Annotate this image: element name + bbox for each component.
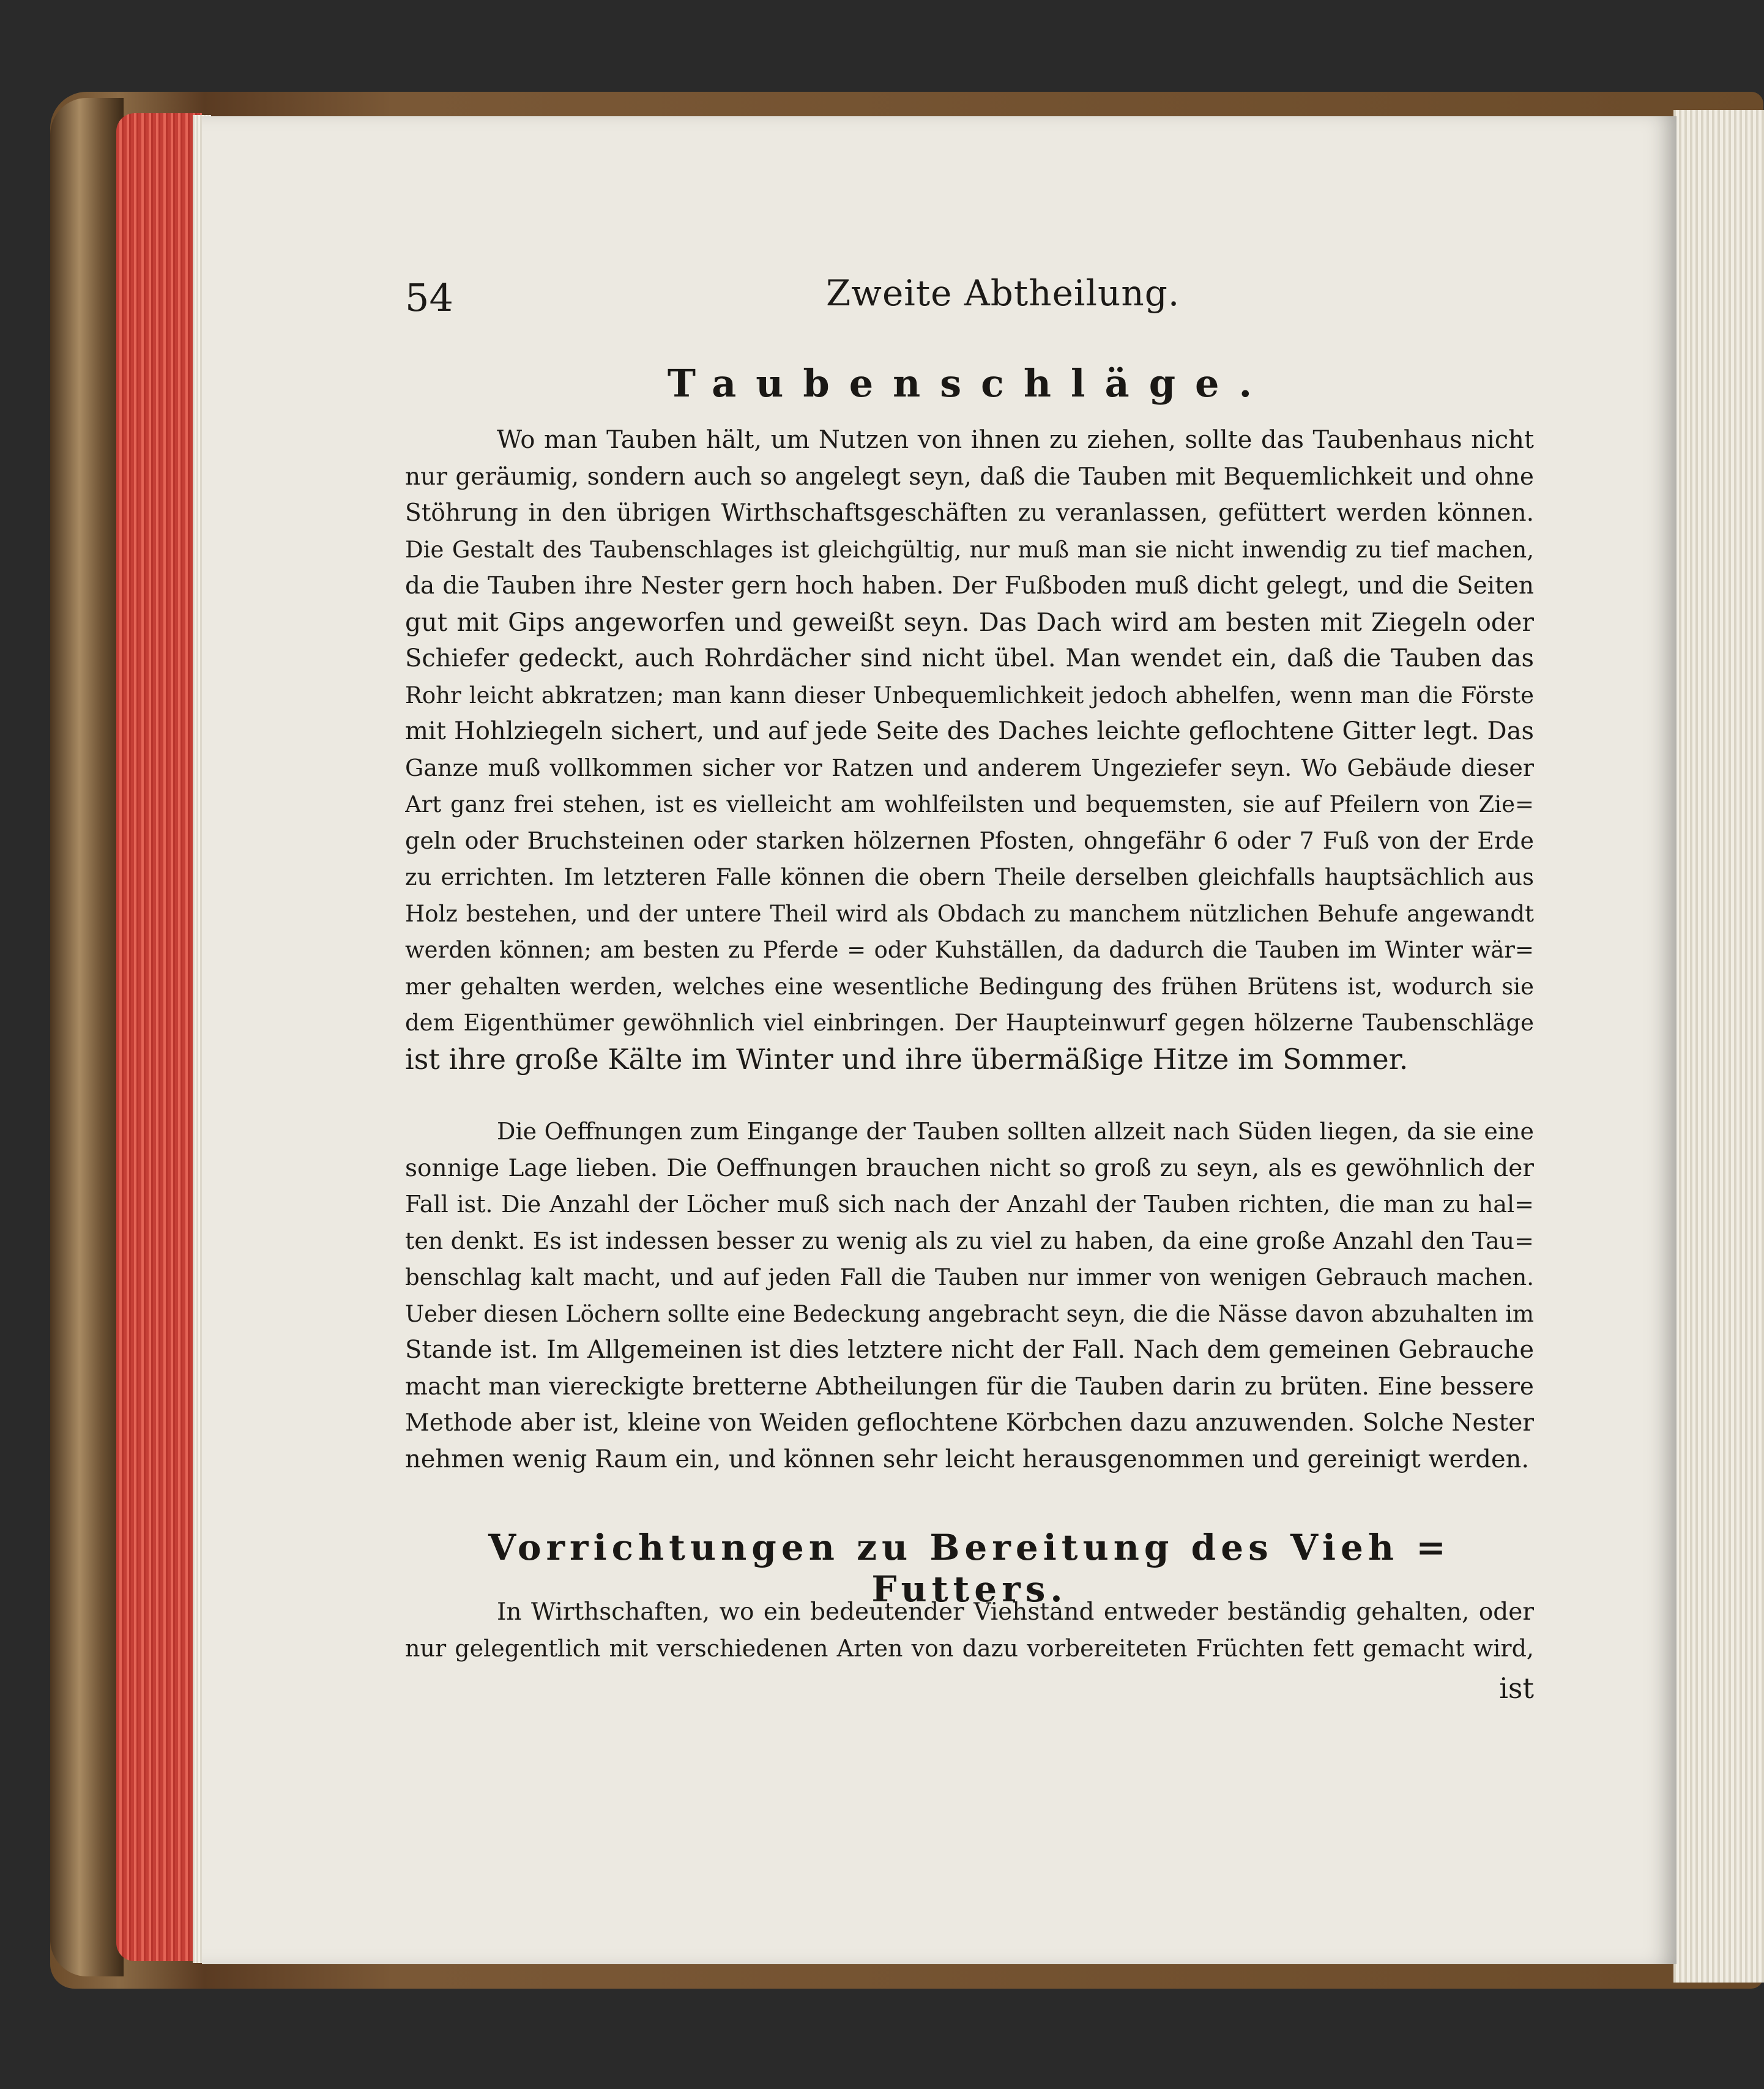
text-line: Ueber diesen Löchern sollte eine Bedeckung angebracht seyn, die die Nässe davon abzuhalten im bbox=[405, 1300, 1534, 1327]
text-line: mer gehalten werden, welches eine wesentliche Bedingung des frühen Brütens ist, wodurch sie bbox=[405, 973, 1534, 1000]
text-line: Stande ist. Im Allgemeinen ist dies letztere nicht der Fall. Nach dem gemeinen Gebrauche bbox=[405, 1336, 1534, 1364]
text-line: In Wirthschaften, wo ein bedeutender Viehstand entweder beständig gehalten, oder bbox=[497, 1598, 1534, 1626]
text-line: werden können; am besten zu Pferde = oder Kuhställen, da dadurch die Tauben im Winter wär= bbox=[405, 937, 1534, 963]
catchword-block bbox=[405, 1670, 1534, 1707]
text-line: geln oder Bruchsteinen oder starken hölzernen Pfosten, ohngefähr 6 oder 7 Fuß von der Erde bbox=[405, 827, 1534, 854]
page-stack-right bbox=[1673, 110, 1764, 1983]
text-line: Wo man Tauben hält, um Nutzen von ihnen zu ziehen, sollte das Taubenhaus nicht bbox=[497, 426, 1534, 454]
text-line: zu errichten. Im letzteren Falle können die obern Theile derselben gleichfalls hauptsächlich aus bbox=[405, 864, 1534, 890]
text-line: macht man viereckigte bretterne Abtheilungen für die Tauben darin zu brüten. Eine bessere bbox=[405, 1372, 1534, 1401]
text-line: Methode aber ist, kleine von Weiden geflochtene Körbchen dazu anzuwenden. Solche Nester bbox=[405, 1409, 1534, 1437]
text-line: Rohr leicht abkratzen; man kann dieser Unbequemlichkeit jedoch abhelfen, wenn man die Förste bbox=[405, 682, 1534, 709]
running-head: Zweite Abtheilung. bbox=[826, 272, 1180, 314]
red-page-edges bbox=[116, 113, 202, 1961]
text-line: Ganze muß vollkommen sicher vor Ratzen und anderem Ungeziefer seyn. Wo Gebäude dieser bbox=[405, 754, 1534, 781]
text-line: Die Oeffnungen zum Eingange der Tauben sollten allzeit nach Süden liegen, da sie eine bbox=[497, 1118, 1534, 1145]
book-spine bbox=[50, 98, 124, 1976]
text-line: nur gelegentlich mit verschiedenen Arten von dazu vorbereiteten Früchten fett gemacht wird, bbox=[405, 1634, 1534, 1662]
text-line: nur geräumig, sondern auch so angelegt seyn, daß die Tauben mit Bequemlichkeit und ohne bbox=[405, 463, 1534, 491]
text-line: ist ihre große Kälte im Winter und ihre übermäßige Hitze im Sommer. bbox=[405, 1042, 1409, 1076]
text-line: mit Hohlziegeln sichert, und auf jede Seite des Daches leichte geflochtene Gitter legt. Das bbox=[405, 717, 1534, 745]
text-line: Art ganz frei stehen, ist es vielleicht am wohlfeilsten und bequemsten, sie auf Pfeilern von Zie= bbox=[405, 791, 1534, 817]
text-line: Fall ist. Die Anzahl der Löcher muß sich nach der Anzahl der Tauben richten, die man zu hal= bbox=[405, 1191, 1534, 1218]
paragraph-2 bbox=[405, 1114, 1534, 1478]
text-line: Die Gestalt des Taubenschlages ist gleichgültig, nur muß man sie nicht inwendig zu tief machen, bbox=[405, 536, 1534, 563]
text-line: gut mit Gips angeworfen und geweißt seyn. Das Dach wird am besten mit Ziegeln oder bbox=[405, 607, 1534, 637]
text-line: Holz bestehen, und der untere Theil wird als Obdach zu manchem nützlichen Behufe angewandt bbox=[405, 900, 1534, 927]
text-line: benschlag kalt macht, und auf jeden Fall die Tauben nur immer von wenigen Gebrauch machen. bbox=[405, 1264, 1534, 1290]
text-line: ten denkt. Es ist indessen besser zu wenig als zu viel zu haben, da eine große Anzahl den Tau= bbox=[405, 1227, 1534, 1254]
catchword: ist bbox=[1499, 1672, 1534, 1705]
section-heading-taubenschlaege: Taubenschläge. bbox=[667, 361, 1272, 406]
paragraph-3 bbox=[405, 1594, 1534, 1667]
section-heading-viehfutter: Vorrichtungen zu Bereitung des Vieh = Futters. bbox=[488, 1527, 1451, 1610]
text-line: da die Tauben ihre Nester gern hoch haben. Der Fußboden muß dicht gelegt, und die Seiten bbox=[405, 572, 1534, 600]
text-line: nehmen wenig Raum ein, und können sehr leicht herausgenommen und gereinigt werden. bbox=[405, 1445, 1530, 1473]
text-line: Stöhrung in den übrigen Wirthschaftsgeschäften zu veranlassen, gefüttert werden können. bbox=[405, 499, 1534, 527]
text-line: Schiefer gedeckt, auch Rohrdächer sind nicht übel. Man wendet ein, daß die Tauben das bbox=[405, 644, 1534, 672]
text-line: sonnige Lage lieben. Die Oeffnungen brauchen nicht so groß zu seyn, als es gewöhnlich der bbox=[405, 1154, 1534, 1182]
text-line: dem Eigenthümer gewöhnlich viel einbringen. Der Haupteinwurf gegen hölzerne Taubenschläge bbox=[405, 1010, 1534, 1036]
page-number: 54 bbox=[405, 275, 453, 320]
paragraph-1 bbox=[405, 422, 1534, 1078]
